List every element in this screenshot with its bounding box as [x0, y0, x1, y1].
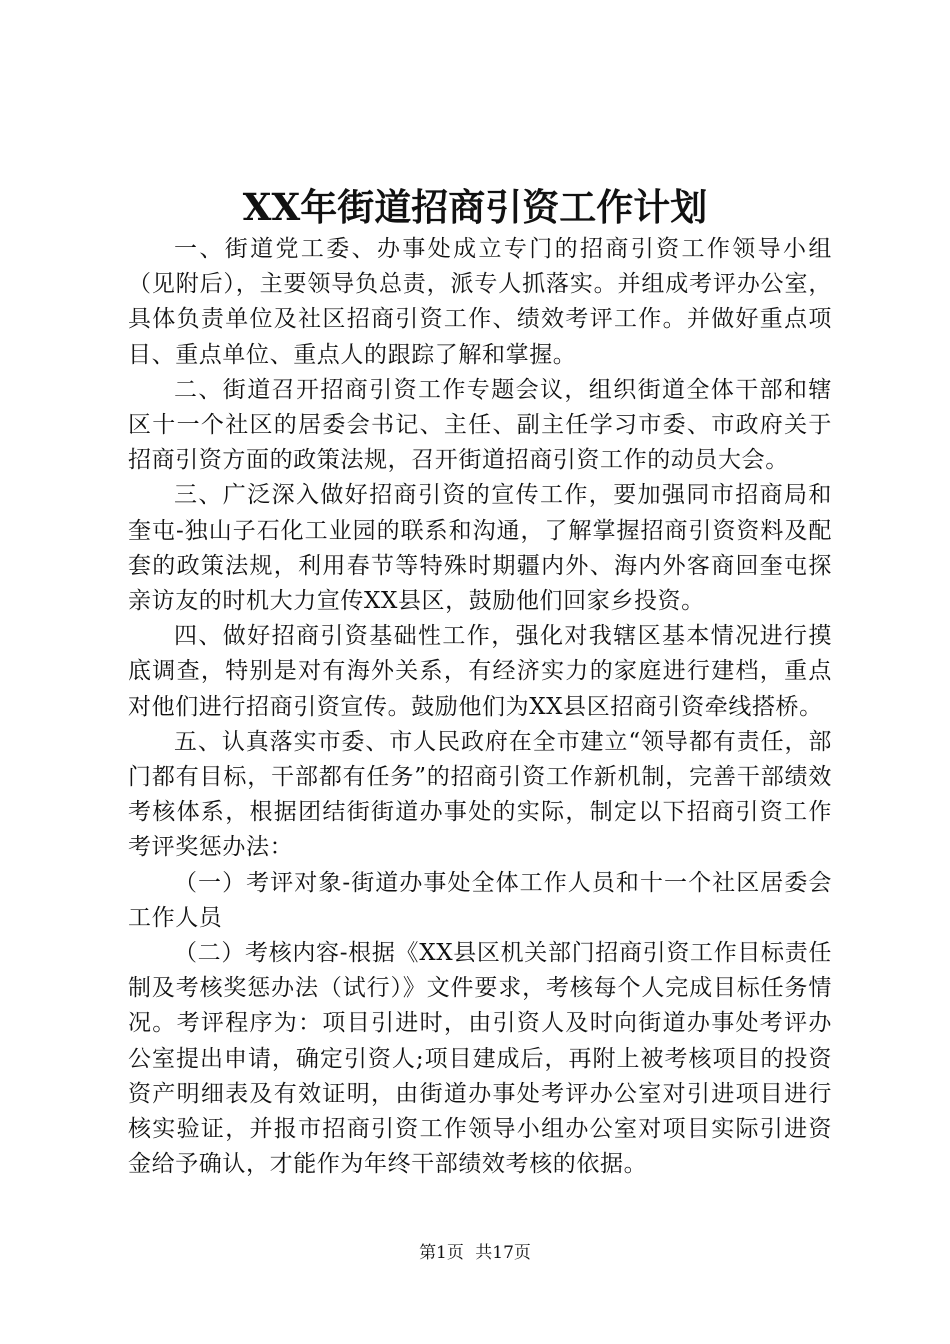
paragraph-4: 四、做好招商引资基础性工作，强化对我辖区基本情况进行摸底调查，特别是对有海外关系，有经济实力的家庭进行建档，重点对他们进行招商引资宣传。鼓励他们为XX县区招商引资牵线搭桥。 — [128, 623, 832, 720]
paragraph-7: （二）考核内容-根据《XX县区机关部门招商引资工作目标责任制及考核奖惩办法（试行）》文件要求，考核每个人完成目标任务情况。考评程序为：项目引进时，由引资人及时向街道办事处考评办公室提出申请，确定引资人;项目建成后，再附上被考核项目的投资资产明细表及有效证明，由街道办事处考评办公室对引进项目进行核实验证，并报市招商引资工作领导小组办公室对项目实际引进资金给予确认，才能作为年终干部绩效考核的依据。 — [128, 940, 832, 1178]
page-number: 第1页 — [419, 1243, 464, 1263]
document-body — [128, 232, 832, 1182]
paragraph-5: 五、认真落实市委、市人民政府在全市建立“领导都有责任，部门都有目标，干部都有任务”的招商引资工作新机制，完善干部绩效考核体系，根据团结街街道办事处的实际，制定以下招商引资工作考评奖惩办法： — [128, 728, 832, 861]
paragraph-1: 一、街道党工委、办事处成立专门的招商引资工作领导小组（见附后），主要领导负总责，派专人抓落实。并组成考评办公室，具体负责单位及社区招商引资工作、绩效考评工作。并做好重点项目、重点单位、重点人的跟踪了解和掌握。 — [128, 236, 832, 368]
paragraph-6: （一）考评对象-街道办事处全体工作人员和十一个社区居委会工作人员 — [128, 869, 832, 931]
paragraph-3: 三、广泛深入做好招商引资的宣传工作，要加强同市招商局和奎屯-独山子石化工业园的联系和沟通，了解掌握招商引资资料及配套的政策法规，利用春节等特殊时期疆内外、海内外客商回奎屯探亲访友的时机大力宣传XX县区，鼓励他们回家乡投资。 — [128, 482, 832, 615]
page-footer — [0, 1241, 950, 1265]
document-title: XX年街道招商引资工作计划 — [242, 185, 708, 229]
paragraph-2: 二、街道召开招商引资工作专题会议，组织街道全体干部和辖区十一个社区的居委会书记、主任、副主任学习市委、市政府关于招商引资方面的政策法规，召开街道招商引资工作的动员大会。 — [128, 376, 832, 474]
page-total: 共17页 — [475, 1243, 531, 1263]
